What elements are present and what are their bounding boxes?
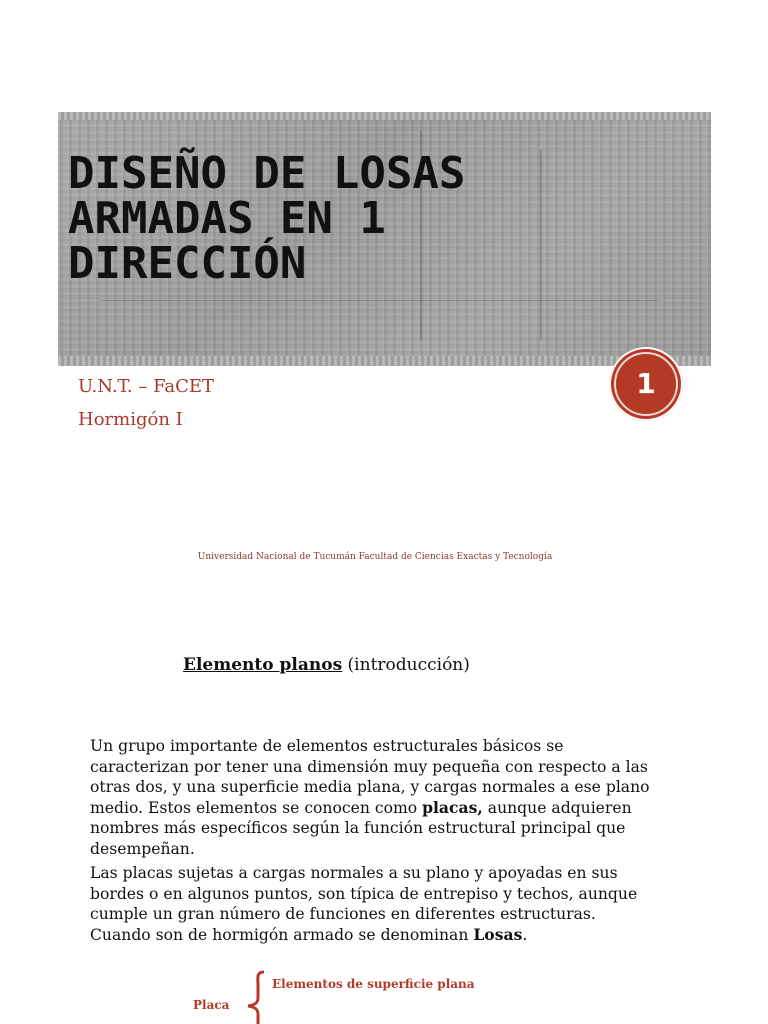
banner-top-stripe [58, 112, 711, 120]
paragraph-text: medio. Estos elementos se conocen como [90, 798, 423, 817]
subtitle-institution: U.N.T. – FaCET [78, 376, 215, 397]
paragraph-text: Cuando son de hormigón armado se denominan [90, 925, 474, 944]
paragraph-intro [90, 736, 730, 859]
paragraph-line: nombres más específicos según la función estructural principal que [90, 819, 626, 837]
paragraph-text: aunque adquieren [482, 798, 632, 817]
diagram-item-1: Elementos de superficie plana [272, 977, 475, 991]
section-heading-bold: Elemento planos [183, 655, 343, 675]
page-title-line-3: DIRECCIÓN [68, 238, 307, 289]
slide-number: 1 [636, 367, 656, 400]
paragraph-line: bordes o en algunos puntos, son típica de entrepiso y techos, aunque [90, 884, 638, 903]
paragraph-line: otras dos, y una superficie media plana, y cargas normales a ese plano [90, 778, 650, 796]
paragraph-line: Un grupo importante de elementos estructurales básicos se [90, 737, 564, 755]
paragraph-placas [90, 863, 730, 945]
paragraph-bold-term: placas, [422, 797, 483, 817]
banner-texture-line [540, 150, 542, 340]
slide-footer: Universidad Nacional de Tucumán Facultad de Ciencias Exactas y Tecnología [197, 552, 553, 562]
paragraph-line [90, 925, 730, 946]
paragraph-text: . [522, 925, 528, 944]
paragraph-line: desempeñan. [90, 839, 195, 858]
paragraph-line: cumple un gran número de funciones en diferentes estructuras. [90, 905, 596, 923]
page-title-line-1: DISEÑO DE LOSAS [68, 148, 466, 199]
page-title-line-2: ARMADAS EN 1 [68, 193, 386, 244]
curly-brace-icon [238, 968, 268, 1024]
banner-texture-line [100, 300, 660, 301]
paragraph-line [90, 798, 730, 819]
subtitle-course: Hormigón I [78, 409, 183, 430]
paragraph-line: Las placas sujetas a cargas normales a su plano y apoyadas en sus [90, 864, 618, 882]
section-heading [183, 655, 470, 675]
diagram-label: Placa [193, 998, 230, 1012]
paragraph-line: caracterizan por tener una dimensión muy pequeña con respecto a las [90, 757, 648, 776]
paragraph-bold-term: Losas [473, 924, 523, 944]
section-heading-rest: (introducción) [342, 655, 470, 675]
